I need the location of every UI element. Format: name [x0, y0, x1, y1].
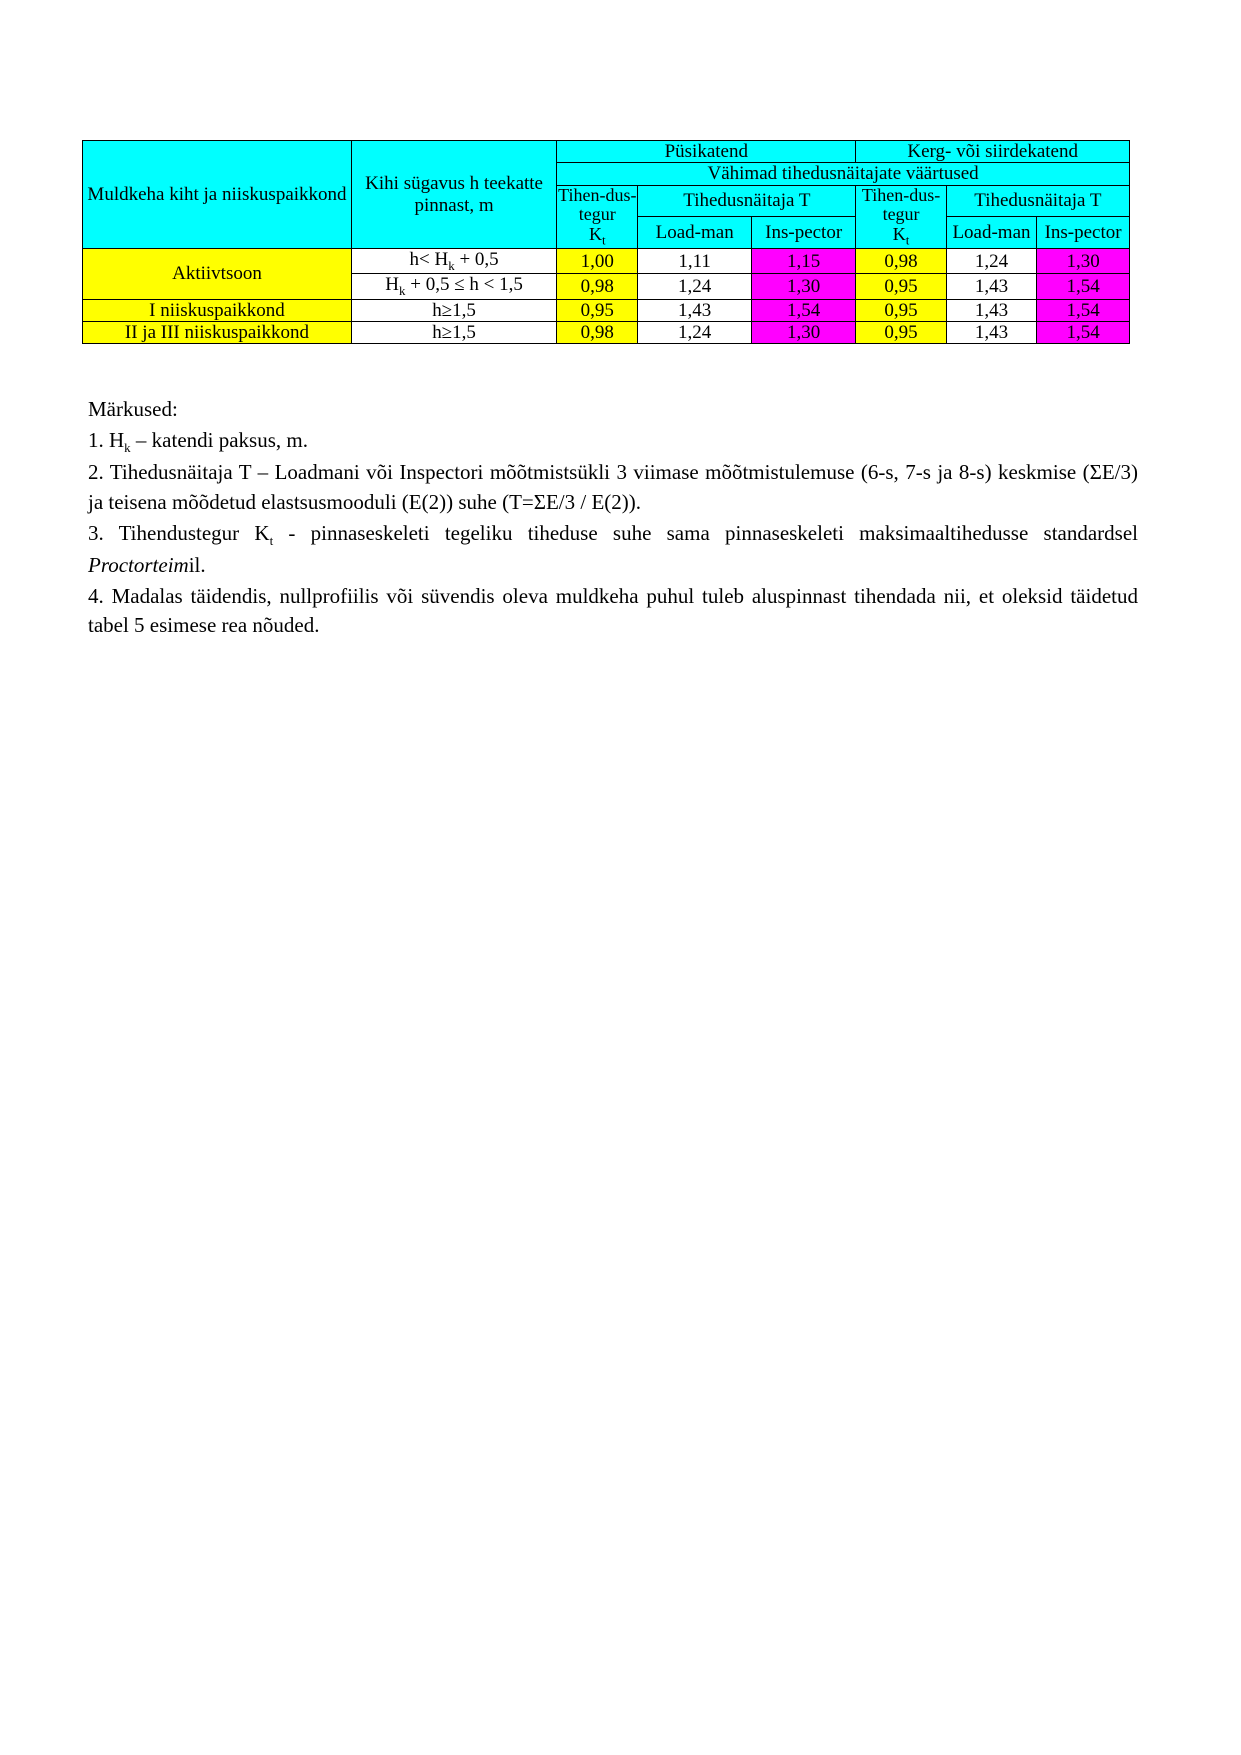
row-label-ii-iii-niiskuspaikkond: II ja III niiskuspaikkond: [83, 321, 352, 343]
note-item-2: 2. Tihedusnäitaja T – Loadmani või Inspectori mõõtmistsükli 3 viimase mõõtmistulemuse (6-s, 7-s ja 8-s) keskmise (ΣE/3) ja teisena mõõdetud elastsusmooduli (E(2)) suhe (T=ΣE/3 / E(2)).: [88, 460, 1138, 515]
compaction-line-1-light: Tihen-dus-tegur: [861, 184, 941, 225]
row-depth-3: h≥1,5: [351, 299, 556, 321]
compaction-symbol-light: $K_t$: [892, 224, 910, 248]
row-inspector-light-1: 1,30: [1037, 249, 1130, 274]
header-inspector-permanent: Ins-pector: [751, 217, 855, 249]
row-kt-permanent-4: 0,98: [557, 321, 638, 343]
row-inspector-permanent-4: 1,30: [751, 321, 855, 343]
header-min-values: Vähimad tihedusnäitajate väärtused: [557, 163, 1130, 185]
row-inspector-light-3: 1,54: [1037, 299, 1130, 321]
row-inspector-light-4: 1,54: [1037, 321, 1130, 343]
row-loadman-light-2: 1,43: [946, 274, 1036, 299]
row-loadman-permanent-2: 1,24: [638, 274, 752, 299]
row-label-i-niiskuspaikkond: I niiskuspaikkond: [83, 299, 352, 321]
row-kt-permanent-2: 0,98: [557, 274, 638, 299]
note-item-1: 1. $H_k$ – katendi paksus, m.: [88, 427, 308, 455]
density-requirements-table: [82, 140, 1130, 344]
compaction-symbol-permanent: $K_t$: [588, 224, 606, 248]
header-loadman-light: Load-man: [946, 217, 1036, 249]
row-inspector-permanent-1: 1,15: [751, 249, 855, 274]
row-kt-light-3: 0,95: [856, 299, 946, 321]
table-row: [83, 321, 1130, 343]
header-inspector-light: Ins-pector: [1037, 217, 1130, 249]
header-density-index-light: Tihedusnäitaja T: [946, 185, 1129, 217]
row-kt-light-2: 0,95: [856, 274, 946, 299]
table-header-row-1: [83, 141, 1130, 163]
row-kt-light-1: 0,98: [856, 249, 946, 274]
note-item-4: 4. Madalas täidendis, nullprofiilis või süvendis oleva muldkeha puhul tuleb aluspinnast tihendada nii, et oleksid täidetud tabel 5 esimese rea nõuded.: [88, 583, 1138, 638]
header-group-light: Kerg- või siirdekatend: [856, 141, 1130, 163]
row-loadman-permanent-1: 1,11: [638, 249, 752, 274]
notes-section: [88, 395, 1138, 642]
row-loadman-light-3: 1,43: [946, 299, 1036, 321]
header-compaction-factor-light: [856, 185, 946, 248]
row-depth-1: $h< H_k + 0,5$: [351, 249, 556, 274]
row-loadman-light-1: 1,24: [946, 249, 1036, 274]
row-loadman-permanent-3: 1,43: [638, 299, 752, 321]
note-item-3: 3. Tihendustegur $K_t$ - pinnaseskeleti tegeliku tiheduse suhe sama pinnaseskeleti maksimaaltihedusse standardsel Proctorteimil.: [88, 521, 1138, 577]
row-loadman-light-4: 1,43: [946, 321, 1036, 343]
table-row: [83, 249, 1130, 274]
header-density-index-permanent: Tihedusnäitaja T: [638, 185, 856, 217]
row-inspector-permanent-3: 1,54: [751, 299, 855, 321]
header-compaction-factor-permanent: [557, 185, 638, 248]
notes-title: Märkused:: [88, 397, 178, 421]
header-layer-moisture: Muldkeha kiht ja niiskuspaikkond: [83, 141, 352, 249]
density-table-container: [82, 140, 1130, 344]
header-group-permanent: Püsikatend: [557, 141, 856, 163]
header-loadman-permanent: Load-man: [638, 217, 752, 249]
compaction-line-1: Tihen-dus-tegur: [558, 184, 637, 225]
table-row: [83, 299, 1130, 321]
row-depth-2: $H_k + 0,5 \le h < 1,5$: [351, 274, 556, 299]
row-inspector-light-2: 1,54: [1037, 274, 1130, 299]
row-kt-light-4: 0,95: [856, 321, 946, 343]
header-depth: Kihi sügavus h teekatte pinnast, m: [351, 141, 556, 249]
row-label-aktiivtsoon: Aktiivtsoon: [83, 249, 352, 300]
row-kt-permanent-3: 0,95: [557, 299, 638, 321]
row-loadman-permanent-4: 1,24: [638, 321, 752, 343]
row-depth-4: h≥1,5: [351, 321, 556, 343]
row-kt-permanent-1: 1,00: [557, 249, 638, 274]
row-inspector-permanent-2: 1,30: [751, 274, 855, 299]
